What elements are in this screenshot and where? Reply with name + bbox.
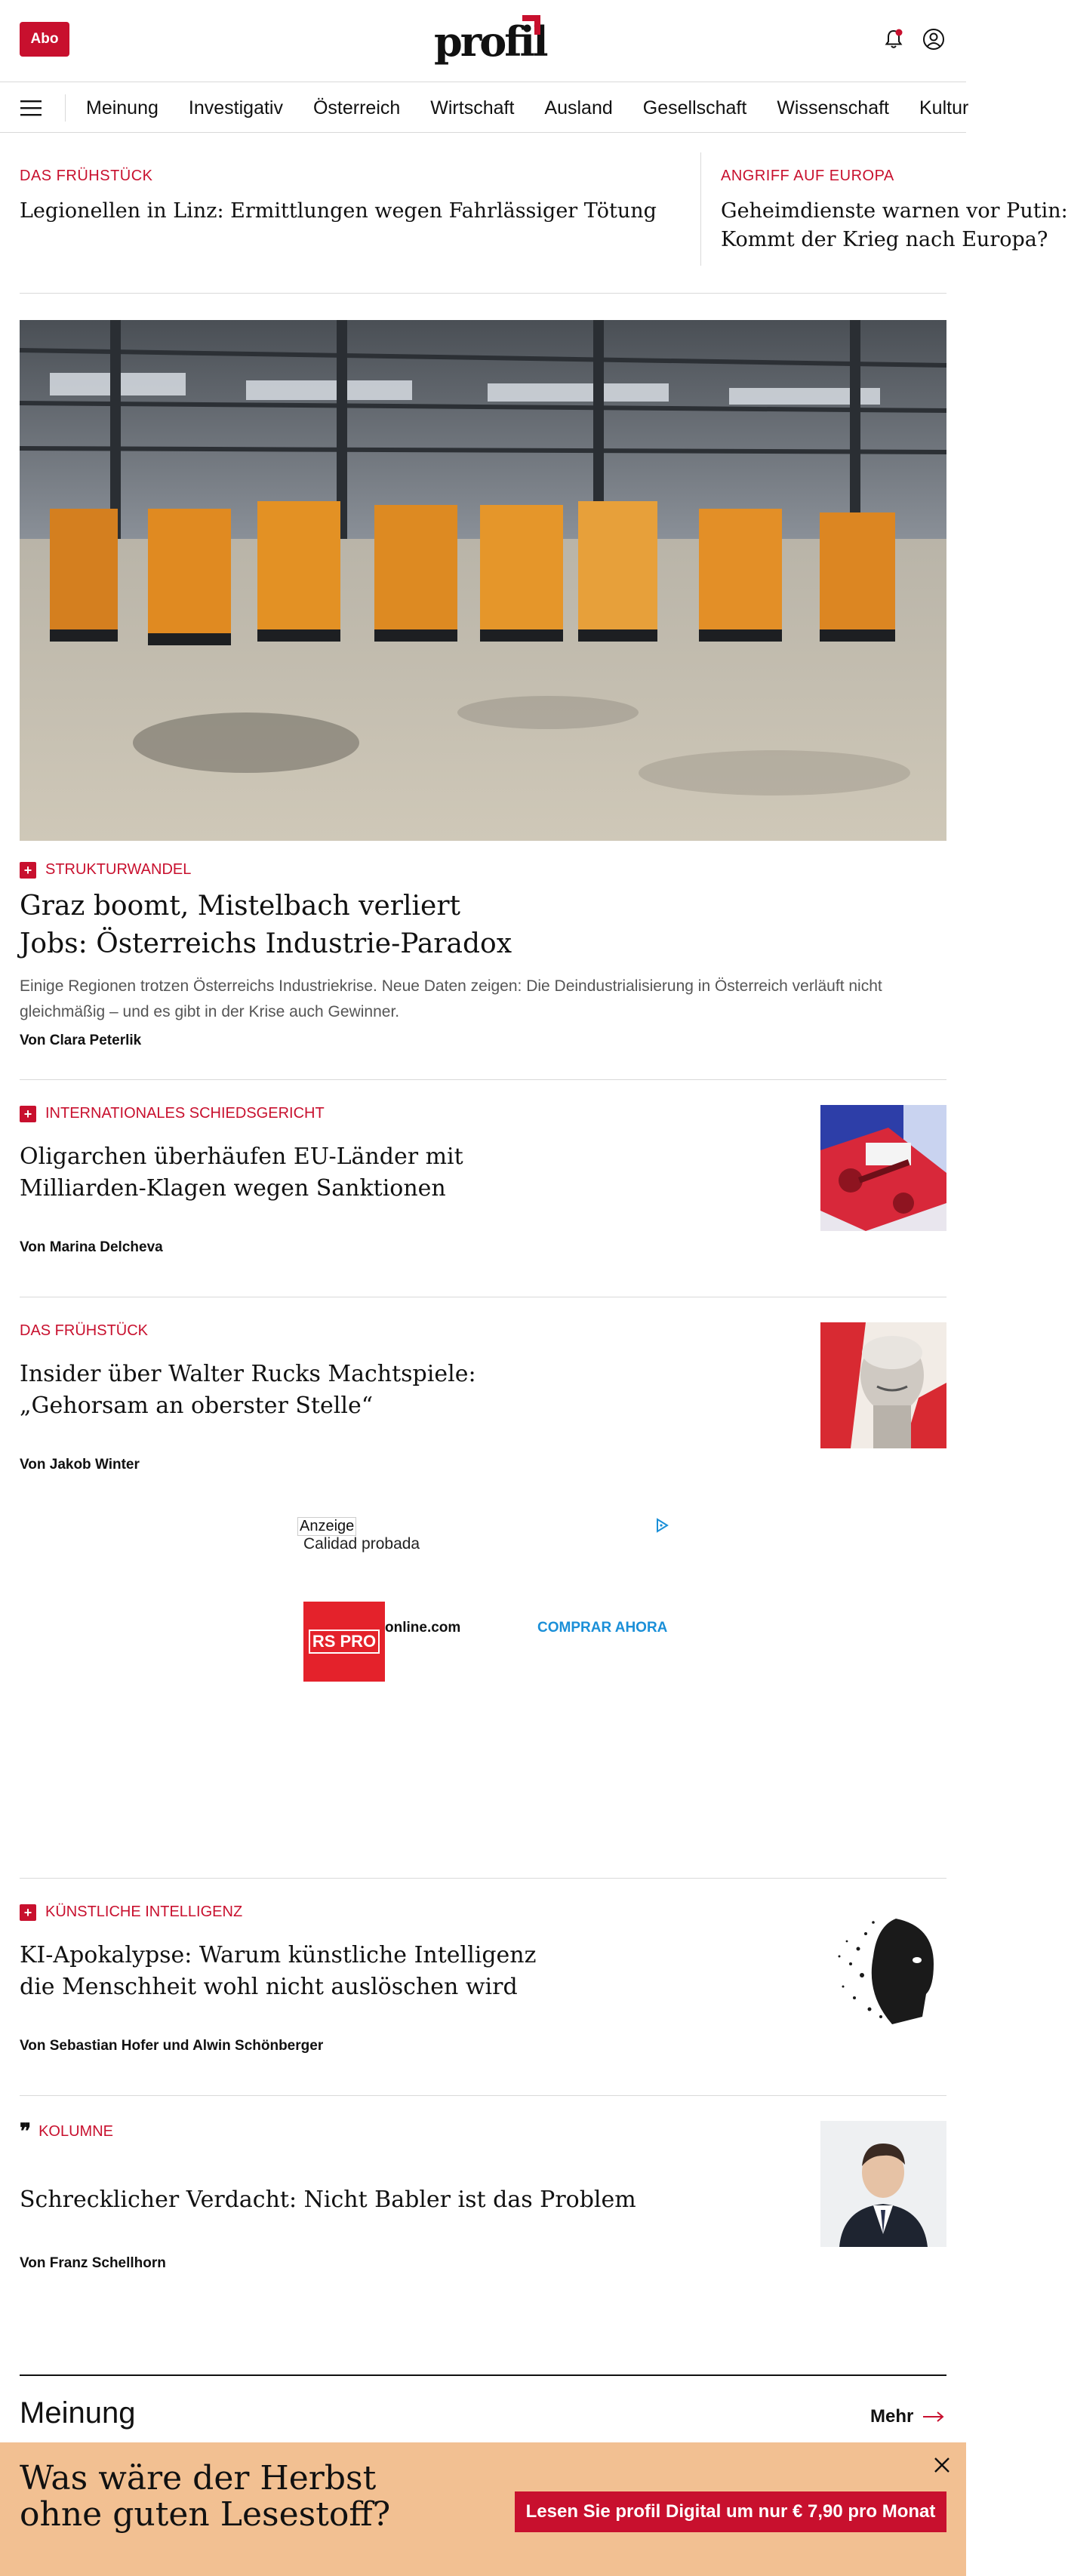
article-title-line: Oligarchen überhäufen EU-Länder mit bbox=[20, 1143, 463, 1170]
nav-item-wissenschaft[interactable]: Wissenschaft bbox=[777, 97, 889, 118]
hero-title-line: Jobs: Österreichs Industrie-Paradox bbox=[20, 928, 512, 959]
top-teaser-row bbox=[0, 133, 1068, 294]
hamburger-menu-icon[interactable] bbox=[20, 97, 42, 118]
article-title[interactable] bbox=[20, 1141, 563, 1205]
article-card-kolumne[interactable] bbox=[0, 2095, 966, 2313]
article-card-oligarchen[interactable] bbox=[0, 1079, 966, 1297]
plus-premium-icon: + bbox=[20, 862, 36, 879]
article-title-line: die Menschheit wohl nicht auslöschen wird bbox=[20, 1974, 518, 2000]
meinung-section-rule bbox=[20, 2374, 946, 2376]
banner-headline-line: ohne guten Lesestoff? bbox=[20, 2495, 391, 2534]
article-kicker bbox=[20, 1322, 148, 1340]
close-icon[interactable] bbox=[931, 2454, 953, 2476]
hero-title-line: Graz boomt, Mistelbach verliert bbox=[20, 891, 461, 922]
notification-bell-icon[interactable] bbox=[882, 27, 906, 51]
ad-cta-button[interactable]: COMPRAR AHORA bbox=[537, 1620, 668, 1636]
nav-item-kultur[interactable]: Kultur bbox=[919, 97, 969, 118]
nav-item-oesterreich[interactable]: Österreich bbox=[312, 97, 401, 118]
article-byline: Von Jakob Winter bbox=[20, 1457, 140, 1473]
article-title-line: KI-Apokalypse: Warum künstliche Intelligenz bbox=[20, 1942, 537, 1968]
advertisement[interactable] bbox=[297, 1517, 675, 1691]
teaser-title bbox=[721, 197, 1068, 254]
site-header bbox=[0, 0, 966, 82]
hero-kicker bbox=[20, 861, 191, 879]
teaser-title bbox=[20, 197, 657, 226]
hero-byline: Von Clara Peterlik bbox=[20, 1033, 142, 1048]
nav-item-investigativ[interactable]: Investigativ bbox=[188, 97, 283, 118]
ad-logo-text: RS PRO bbox=[309, 1630, 380, 1654]
hero-kicker-text: STRUKTURWANDEL bbox=[45, 861, 192, 878]
hero-title[interactable] bbox=[20, 888, 850, 963]
article-title-line: „Gehorsam an oberster Stelle“ bbox=[20, 1393, 374, 1419]
more-link-label: Mehr bbox=[870, 2406, 914, 2427]
ad-domain: online.com bbox=[385, 1620, 461, 1636]
banner-headline-line: Was wäre der Herbst bbox=[20, 2459, 377, 2498]
teaser-divider bbox=[700, 152, 701, 266]
article-kicker-text: DAS FRÜHSTÜCK bbox=[20, 1322, 149, 1339]
nav-item-wirtschaft[interactable]: Wirtschaft bbox=[430, 97, 515, 118]
subscribe-button[interactable]: Lesen Sie profil Digital um nur € 7,90 pro Monat bbox=[515, 2491, 946, 2532]
nav-item-ausland[interactable]: Ausland bbox=[544, 97, 613, 118]
article-kicker-text: INTERNATIONALES SCHIEDSGERICHT bbox=[45, 1105, 325, 1122]
hero-lead: Einige Regionen trotzen Österreichs Industriekrise. Neue Daten zeigen: Die Deindustrialisierung in Österreich verläuft nicht gleichmäßig – und es gibt in der Krise auch Gewinner. bbox=[20, 977, 882, 1020]
subscription-banner bbox=[0, 2442, 966, 2576]
main-navigation bbox=[0, 82, 969, 133]
ad-choices-icon[interactable] bbox=[654, 1517, 670, 1534]
article-title-line: Milliarden-Klagen wegen Sanktionen bbox=[20, 1175, 446, 1202]
banner-headline bbox=[20, 2461, 488, 2533]
nav-item-gesellschaft[interactable]: Gesellschaft bbox=[642, 97, 747, 118]
article-thumbnail-gavel[interactable] bbox=[820, 1105, 946, 1231]
nav-items bbox=[86, 82, 999, 134]
meinung-more-link[interactable] bbox=[870, 2406, 945, 2427]
article-title[interactable] bbox=[20, 2184, 774, 2216]
teaser-title-line: Legionellen in Linz: Ermittlungen wegen Fahrlässiger Tötung bbox=[20, 199, 657, 223]
abo-button[interactable]: Abo bbox=[20, 22, 69, 57]
article-card-ki-apokalypse[interactable] bbox=[0, 1878, 966, 2095]
teaser-kicker: DAS FRÜHSTÜCK bbox=[20, 168, 153, 184]
profil-logo[interactable] bbox=[434, 15, 547, 68]
article-kicker bbox=[20, 2121, 113, 2142]
section-divider bbox=[20, 293, 946, 294]
article-kicker bbox=[20, 1904, 242, 1921]
article-thumbnail-digital-face[interactable] bbox=[820, 1904, 946, 2030]
arrow-right-icon bbox=[922, 2411, 945, 2423]
article-title[interactable] bbox=[20, 1940, 563, 2003]
article-kicker-text: KÜNSTLICHE INTELLIGENZ bbox=[45, 1904, 243, 1920]
article-byline: Von Franz Schellhorn bbox=[20, 2255, 166, 2271]
article-title-line: Insider über Walter Rucks Machtspiele: bbox=[20, 1361, 476, 1387]
article-byline: Von Marina Delcheva bbox=[20, 1239, 163, 1255]
article-title[interactable] bbox=[20, 1359, 563, 1422]
meinung-section-title: Meinung bbox=[20, 2396, 136, 2430]
logo-text: profil bbox=[434, 17, 546, 66]
user-account-icon[interactable] bbox=[922, 27, 946, 51]
top-teaser-1[interactable] bbox=[20, 168, 657, 226]
article-byline: Von Sebastian Hofer und Alwin Schönberger bbox=[20, 2038, 324, 2054]
nav-item-meinung[interactable]: Meinung bbox=[86, 97, 159, 118]
hero-image-forklifts[interactable] bbox=[20, 320, 946, 841]
article-kicker bbox=[20, 1105, 325, 1122]
article-card-walter-ruck[interactable] bbox=[0, 1297, 966, 1514]
logo-corner-mark bbox=[522, 15, 540, 35]
article-kicker-text: KOLUMNE bbox=[38, 2122, 113, 2140]
plus-premium-icon: + bbox=[20, 1904, 36, 1921]
nav-divider bbox=[65, 94, 66, 122]
article-title-line: Schrecklicher Verdacht: Nicht Babler ist das Problem bbox=[20, 2187, 636, 2213]
ad-label: Anzeige bbox=[297, 1517, 356, 1536]
teaser-kicker: ANGRIFF AUF EUROPA bbox=[721, 168, 894, 184]
plus-premium-icon: + bbox=[20, 1106, 36, 1122]
ad-subtitle: Calidad probada bbox=[303, 1535, 420, 1553]
top-teaser-2[interactable] bbox=[721, 168, 1068, 254]
ad-brand-logo bbox=[303, 1602, 385, 1682]
teaser-title-line: Kommt der Krieg nach Europa? bbox=[721, 228, 1048, 251]
teaser-title-line: Geheimdienste warnen vor Putin: bbox=[721, 199, 1068, 223]
quote-icon: ❞ bbox=[20, 2119, 32, 2144]
article-thumbnail-portrait[interactable] bbox=[820, 1322, 946, 1448]
article-thumbnail-author[interactable] bbox=[820, 2121, 946, 2247]
